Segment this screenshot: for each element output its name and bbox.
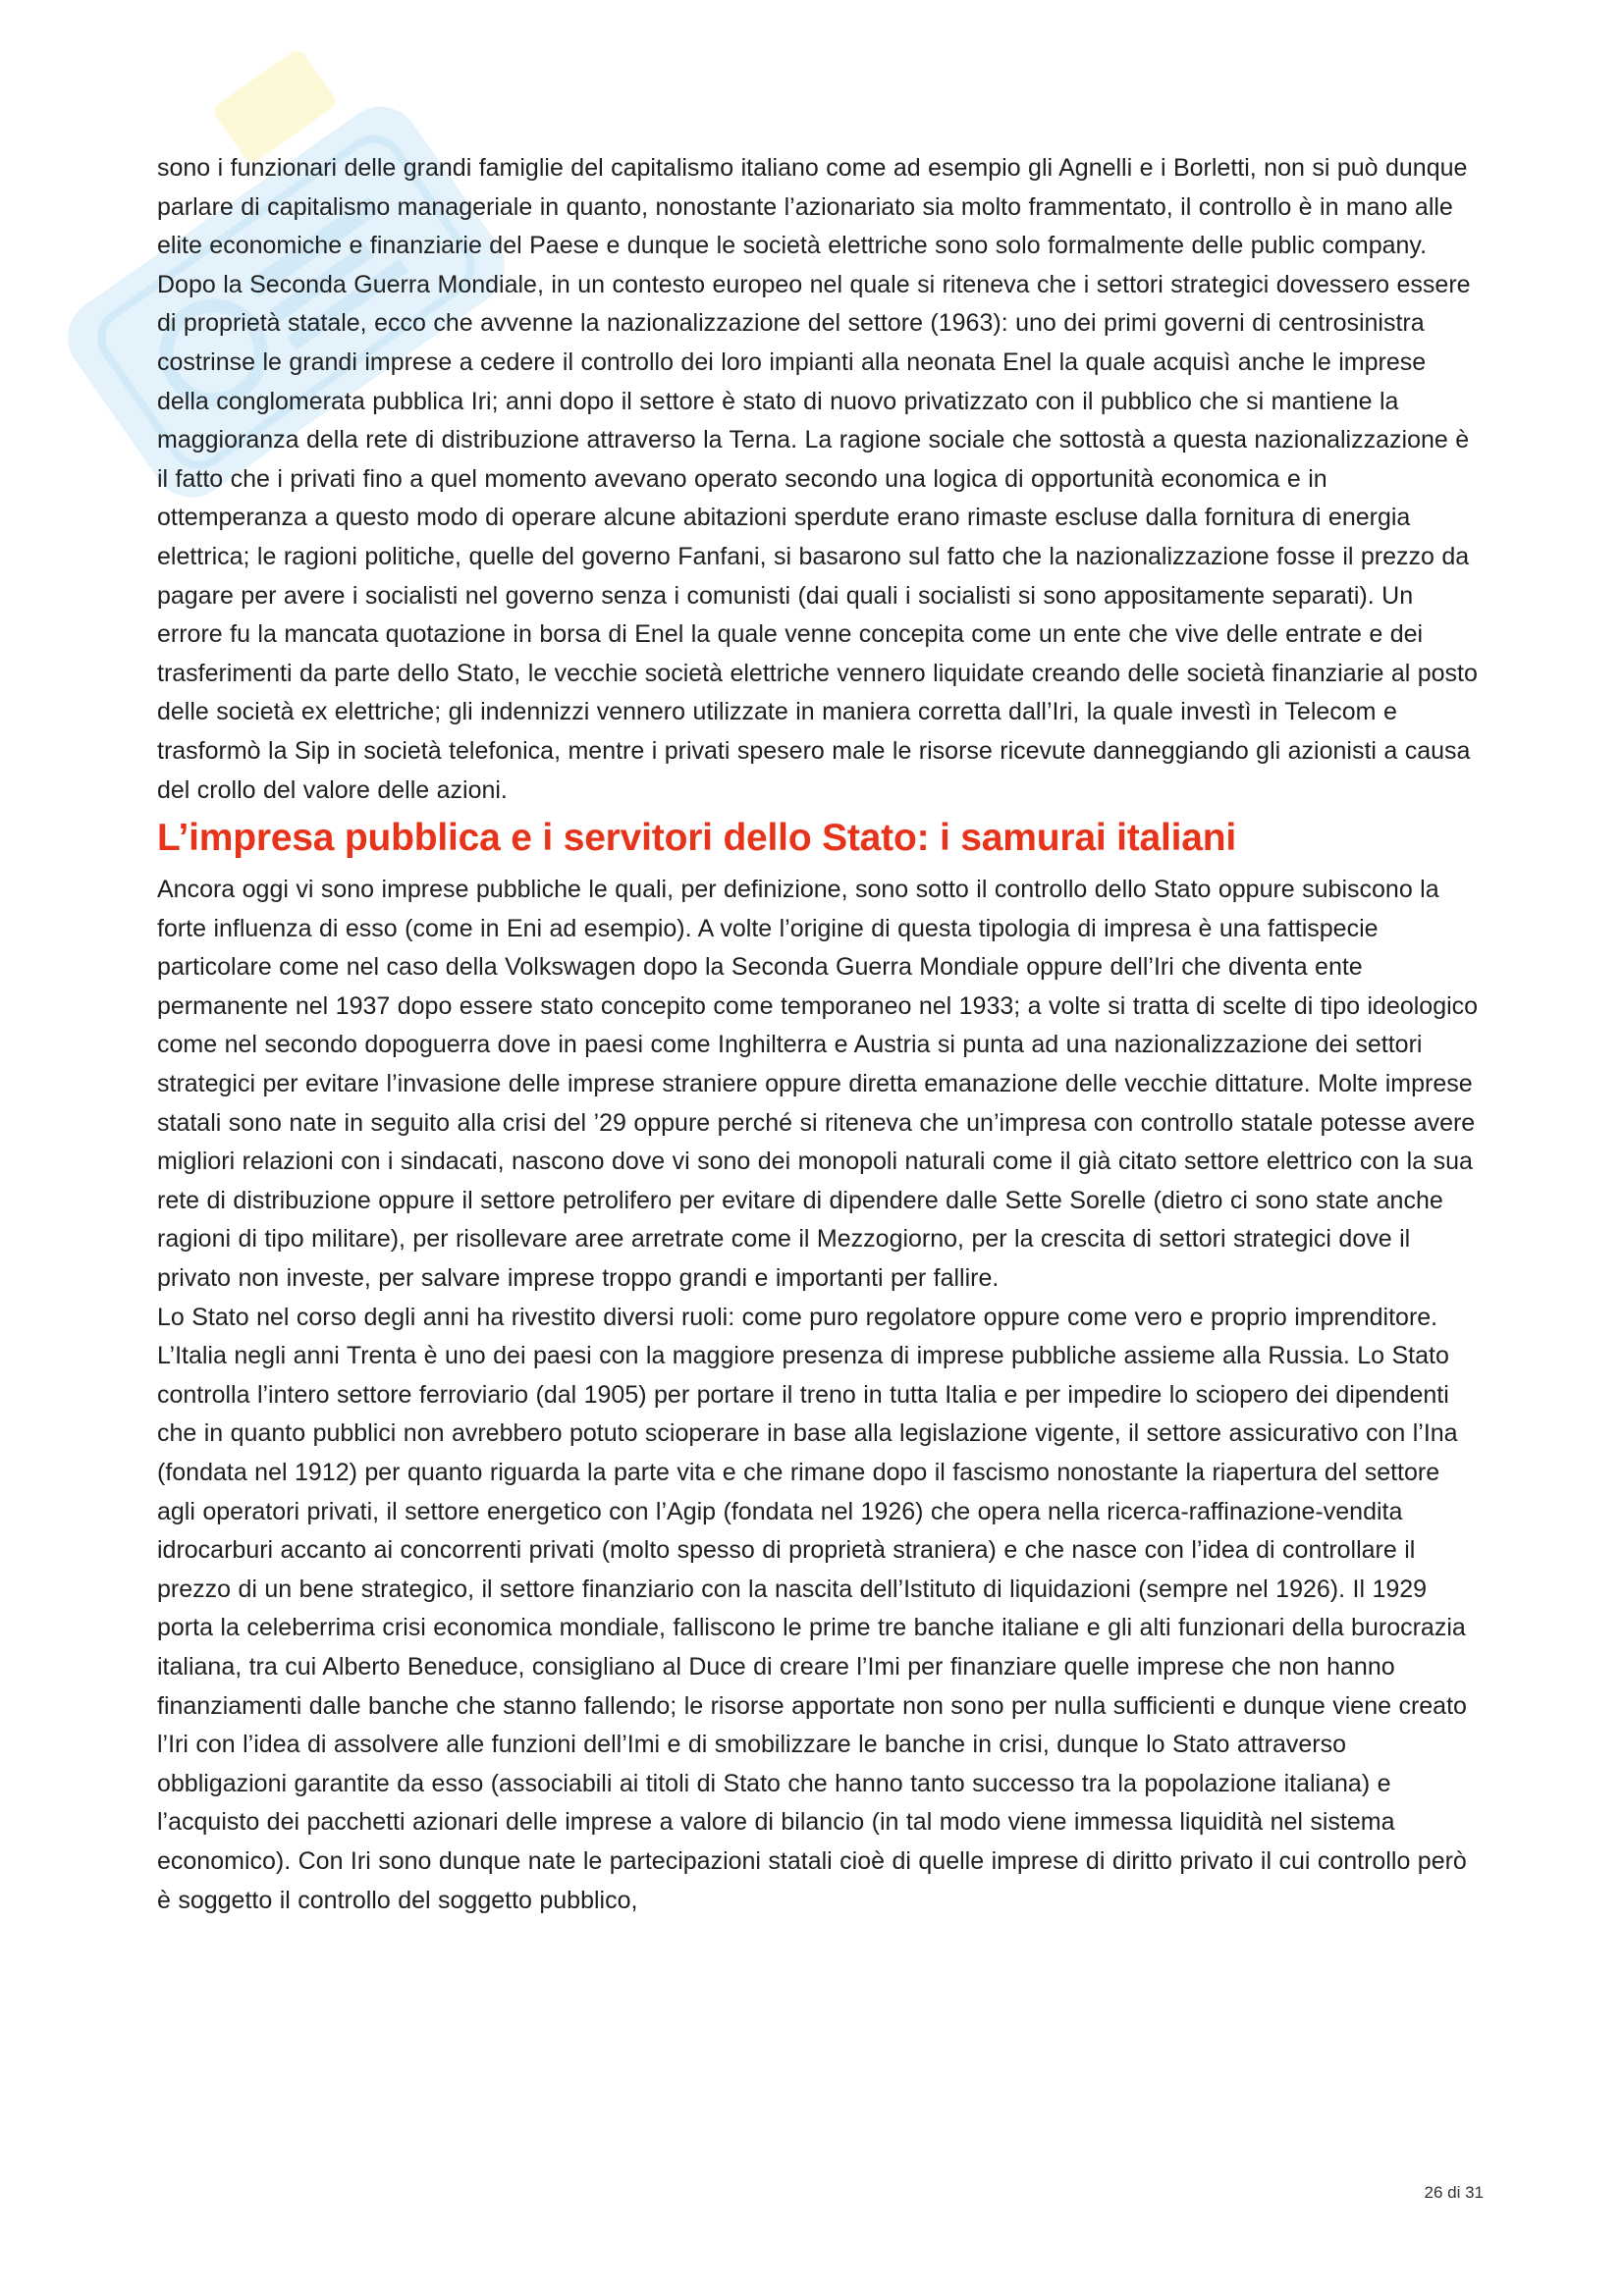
paragraph: sono i funzionari delle grandi famiglie del capitalismo italiano come ad esempio gli Agnelli e i Borletti, non si può dunque parlare di capitalismo manageriale in quanto, nonostante l’azionariato sia molto frammentato, il controllo è in mano alle elite economiche e finanziarie del Paese e dunque le società elettriche sono solo formalmente delle public company.: [157, 154, 1468, 260]
paragraph: Dopo la Seconda Guerra Mondiale, in un contesto europeo nel quale si riteneva che i settori strategici dovessero essere di proprietà statale, ecco che avvenne la nazionalizzazione del settore (1963): uno dei primi governi di centrosinistra costrinse le grandi imprese a cedere il controllo dei loro impianti alla neonata Enel la quale acquisì anche le imprese della conglomerata pubblica Iri; anni dopo il settore è stato di nuovo privatizzato con il pubblico che si mantiene la maggioranza della rete di distribuzione attraverso la Terna. La ragione sociale che sottostà a questa nazionalizzazione è il fatto che i privati fino a quel momento avevano operato secondo una logica di opportunità economica e in ottemperanza a questo modo di operare alcune abitazioni sperdute erano rimaste escluse dalla fornitura di energia elettrica; le ragioni politiche, quelle del governo Fanfani, si basarono sul fatto che la nazionalizzazione fosse il prezzo da pagare per avere i socialisti nel governo senza i comunisti (dai quali i socialisti si sono appositamente separati). Un errore fu la mancata quotazione in borsa di Enel la quale venne concepita come un ente che vive delle entrate e dei trasferimenti da parte dello Stato, le vecchie società elettriche vennero liquidate creando delle società finanziarie al posto delle società ex elettriche; gli indennizzi vennero utilizzate in maniera corretta dall’Iri, la quale investì in Telecom e trasformò la Sip in società telefonica, mentre i privati spesero male le risorse ricevute danneggiando gli azionisti a causa del crollo del valore delle azioni.: [157, 270, 1478, 804]
paragraph: Ancora oggi vi sono imprese pubbliche le quali, per definizione, sono sotto il controllo dello Stato oppure subiscono la forte influenza di esso (come in Eni ad esempio). A volte l’origine di questa tipologia di impresa è una fattispecie particolare come nel caso della Volkswagen dopo la Seconda Guerra Mondiale oppure dell’Iri che diventa ente permanente nel 1937 dopo essere stato concepito come temporaneo nel 1933; a volte si tratta di scelte di tipo ideologico come nel secondo dopoguerra dove in paesi come Inghilterra e Austria si punta ad una nazionalizzazione dei settori strategici per evitare l’invasione delle imprese straniere oppure diretta emanazione delle vecchie dittature. Molte imprese statali sono nate in seguito alla crisi del ’29 oppure perché si riteneva che un’impresa con controllo statale potesse avere migliori relazioni con i sindacati, nascono dove vi sono dei monopoli naturali come il già citato settore elettrico con la sua rete di distribuzione oppure il settore petrolifero per evitare di dipendere dalle Sette Sorelle (dietro ci sono state anche ragioni di tipo militare), per risollevare aree arretrate come il Mezzogiorno, per la crescita di settori strategici dove il privato non investe, per salvare imprese troppo grandi e importanti per fallire.: [157, 876, 1479, 1293]
document-body: [157, 149, 1483, 1920]
paragraph: L’Italia negli anni Trenta è uno dei paesi con la maggiore presenza di imprese pubbliche assieme alla Russia. Lo Stato controlla l’intero settore ferroviario (dal 1905) per portare il treno in tutta Italia e per impedire lo sciopero dei dipendenti che in quanto pubblici non avrebbero potuto scioperare in base alla legislazione vigente, il settore assicurativo con l’Ina (fondata nel 1912) per quanto riguarda la parte vita e che rimane dopo il fascismo nonostante la riapertura del settore agli operatori privati, il settore energetico con l’Agip (fondata nel 1926) che opera nella ricerca-raffinazione-vendita idrocarburi accanto ai concorrenti privati (molto spesso di proprietà straniera) e che nasce con l’idea di controllare il prezzo di un bene strategico, il settore finanziario con la nascita dell’Istituto di liquidazioni (sempre nel 1926). Il 1929 porta la celeberrima crisi economica mondiale, falliscono le prime tre banche italiane e gli alti funzionari della burocrazia italiana, tra cui Alberto Beneduce, consigliano al Duce di creare l’Imi per finanziare quelle imprese che non hanno finanziamenti dalle banche che stanno fallendo; le risorse apportate non sono per nulla sufficienti e dunque viene creato l’Iri con l’idea di assolvere alle funzioni dell’Imi e di smobilizzare le banche in crisi, dunque lo Stato attraverso obbligazioni garantite da esso (associabili ai titoli di Stato che hanno tanto successo tra la popolazione italiana) e l’acquisto dei pacchetti azionari delle imprese a valore di bilancio (in tal modo viene immessa liquidità nel sistema economico). Con Iri sono dunque nate le partecipazioni statali cioè di quelle imprese di diritto privato il cui controllo però è soggetto il controllo del soggetto pubblico,: [157, 1342, 1467, 1914]
page-number: 26 di 31: [1424, 2183, 1484, 2202]
paragraph: Lo Stato nel corso degli anni ha rivestito diversi ruoli: come puro regolatore oppure come vero e proprio imprenditore.: [157, 1303, 1438, 1331]
section-heading: L’impresa pubblica e i servitori dello Stato: i samurai italiani: [157, 817, 1237, 860]
